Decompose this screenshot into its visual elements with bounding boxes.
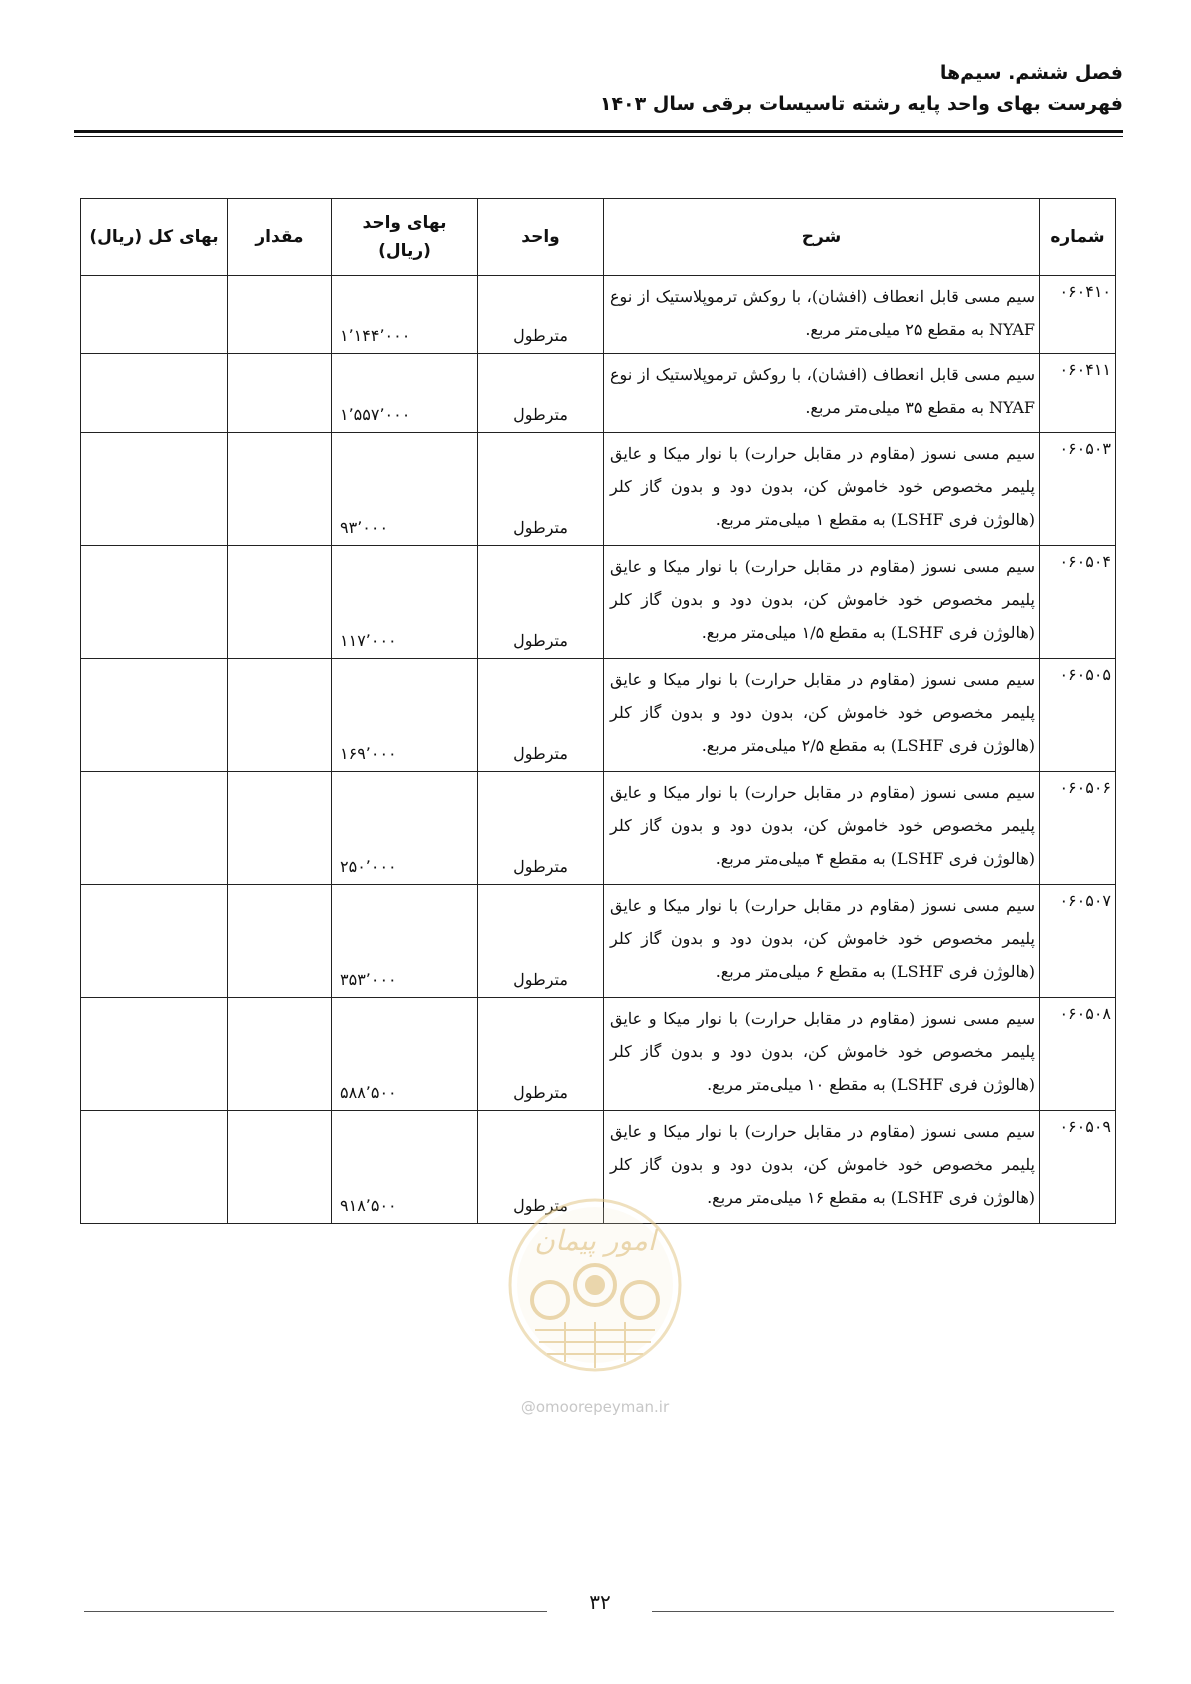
row-unit-price: ۱٬۵۵۷٬۰۰۰ — [332, 354, 478, 433]
row-unit-price: ۱٬۱۴۴٬۰۰۰ — [332, 276, 478, 354]
row-unit-price: ۵۸۸٬۵۰۰ — [332, 998, 478, 1111]
logo-text: امور پیمان — [534, 1224, 656, 1257]
row-code: ۰۶۰۵۰۹ — [1040, 1111, 1116, 1224]
footer-rule-right — [652, 1611, 1114, 1612]
watermark-site: @omoorepeyman.ir — [520, 1398, 670, 1416]
chapter-title: فصل ششم. سیم‌ها — [939, 62, 1123, 84]
row-unit-price: ۱۱۷٬۰۰۰ — [332, 546, 478, 659]
table-row — [81, 546, 1116, 659]
row-unit-price: ۳۵۳٬۰۰۰ — [332, 885, 478, 998]
row-qty — [228, 885, 332, 998]
table-row — [81, 659, 1116, 772]
price-table — [80, 198, 1116, 1224]
row-code: ۰۶۰۵۰۸ — [1040, 998, 1116, 1111]
row-total — [81, 276, 228, 354]
row-qty — [228, 354, 332, 433]
row-description: سیم مسی قابل انعطاف (افشان)، با روکش ترموپلاستیک از نوع NYAF به مقطع ۳۵ میلی‌متر مربع. — [604, 354, 1040, 433]
row-description: سیم مسی نسوز (مقاوم در مقابل حرارت) با نوار میکا و عایق پلیمر مخصوص خود خاموش کن، بدون دود و بدون گاز کلر (هالوژن فری LSHF) به مقطع ۲/۵ میلی‌متر مربع. — [604, 659, 1040, 772]
col-header-unit-price-label: بهای واحد — [362, 213, 447, 233]
row-description: سیم مسی قابل انعطاف (افشان)، با روکش ترموپلاستیک از نوع NYAF به مقطع ۲۵ میلی‌متر مربع. — [604, 276, 1040, 354]
row-qty — [228, 433, 332, 546]
col-header-qty: مقدار — [228, 199, 332, 276]
row-unit: مترطول — [478, 772, 604, 885]
row-unit-price: ۱۶۹٬۰۰۰ — [332, 659, 478, 772]
row-qty — [228, 659, 332, 772]
table-row — [81, 885, 1116, 998]
row-unit-price: ۲۵۰٬۰۰۰ — [332, 772, 478, 885]
col-header-unit-price — [332, 199, 478, 276]
table-row — [81, 772, 1116, 885]
watermark-logo — [505, 1190, 685, 1410]
row-description: سیم مسی نسوز (مقاوم در مقابل حرارت) با نوار میکا و عایق پلیمر مخصوص خود خاموش کن، بدون دود و بدون گاز کلر (هالوژن فری LSHF) به مقطع ۱۶ میلی‌متر مربع. — [604, 1111, 1040, 1224]
row-code: ۰۶۰۵۰۴ — [1040, 546, 1116, 659]
row-description: سیم مسی نسوز (مقاوم در مقابل حرارت) با نوار میکا و عایق پلیمر مخصوص خود خاموش کن، بدون دود و بدون گاز کلر (هالوژن فری LSHF) به مقطع ۴ میلی‌متر مربع. — [604, 772, 1040, 885]
row-code: ۰۶۰۵۰۶ — [1040, 772, 1116, 885]
table-row — [81, 354, 1116, 433]
row-unit: مترطول — [478, 354, 604, 433]
header-rule — [74, 130, 1123, 133]
page-number: ۳۲ — [589, 1590, 611, 1614]
col-header-total: بهای کل (ریال) — [81, 199, 228, 276]
row-unit: مترطول — [478, 659, 604, 772]
row-unit: مترطول — [478, 276, 604, 354]
footer-rule-left — [84, 1611, 547, 1612]
row-total — [81, 885, 228, 998]
row-total — [81, 433, 228, 546]
col-header-desc: شرح — [604, 199, 1040, 276]
row-qty — [228, 1111, 332, 1224]
row-total — [81, 659, 228, 772]
row-qty — [228, 276, 332, 354]
row-code: ۰۶۰۵۰۷ — [1040, 885, 1116, 998]
row-unit-price: ۹۱۸٬۵۰۰ — [332, 1111, 478, 1224]
row-code: ۰۶۰۵۰۵ — [1040, 659, 1116, 772]
row-unit: مترطول — [478, 998, 604, 1111]
row-description: سیم مسی نسوز (مقاوم در مقابل حرارت) با نوار میکا و عایق پلیمر مخصوص خود خاموش کن، بدون دود و بدون گاز کلر (هالوژن فری LSHF) به مقطع ۱۰ میلی‌متر مربع. — [604, 998, 1040, 1111]
row-qty — [228, 546, 332, 659]
col-header-unit: واحد — [478, 199, 604, 276]
row-unit-price: ۹۳٬۰۰۰ — [332, 433, 478, 546]
page-header — [600, 58, 1123, 120]
row-unit: مترطول — [478, 546, 604, 659]
row-unit: مترطول — [478, 885, 604, 998]
row-total — [81, 546, 228, 659]
row-description: سیم مسی نسوز (مقاوم در مقابل حرارت) با نوار میکا و عایق پلیمر مخصوص خود خاموش کن، بدون دود و بدون گاز کلر (هالوژن فری LSHF) به مقطع ۱ میلی‌متر مربع. — [604, 433, 1040, 546]
row-description: سیم مسی نسوز (مقاوم در مقابل حرارت) با نوار میکا و عایق پلیمر مخصوص خود خاموش کن، بدون دود و بدون گاز کلر (هالوژن فری LSHF) به مقطع ۱/۵ میلی‌متر مربع. — [604, 546, 1040, 659]
row-code: ۰۶۰۵۰۳ — [1040, 433, 1116, 546]
row-total — [81, 772, 228, 885]
row-qty — [228, 772, 332, 885]
table-row — [81, 276, 1116, 354]
document-title: فهرست بهای واحد پایه رشته تاسیسات برقی سال ۱۴۰۳ — [599, 93, 1123, 115]
table-row — [81, 998, 1116, 1111]
row-code: ۰۶۰۴۱۱ — [1040, 354, 1116, 433]
header-rule-thin — [74, 136, 1123, 137]
row-total — [81, 998, 228, 1111]
row-unit: مترطول — [478, 1111, 604, 1224]
row-code: ۰۶۰۴۱۰ — [1040, 276, 1116, 354]
row-unit: مترطول — [478, 433, 604, 546]
row-description: سیم مسی نسوز (مقاوم در مقابل حرارت) با نوار میکا و عایق پلیمر مخصوص خود خاموش کن، بدون دود و بدون گاز کلر (هالوژن فری LSHF) به مقطع ۶ میلی‌متر مربع. — [604, 885, 1040, 998]
row-total — [81, 354, 228, 433]
col-header-unit-price-sub: (ریال) — [378, 241, 431, 261]
row-qty — [228, 998, 332, 1111]
table-header-row — [81, 199, 1116, 276]
row-total — [81, 1111, 228, 1224]
table-row — [81, 433, 1116, 546]
col-header-code: شماره — [1040, 199, 1116, 276]
